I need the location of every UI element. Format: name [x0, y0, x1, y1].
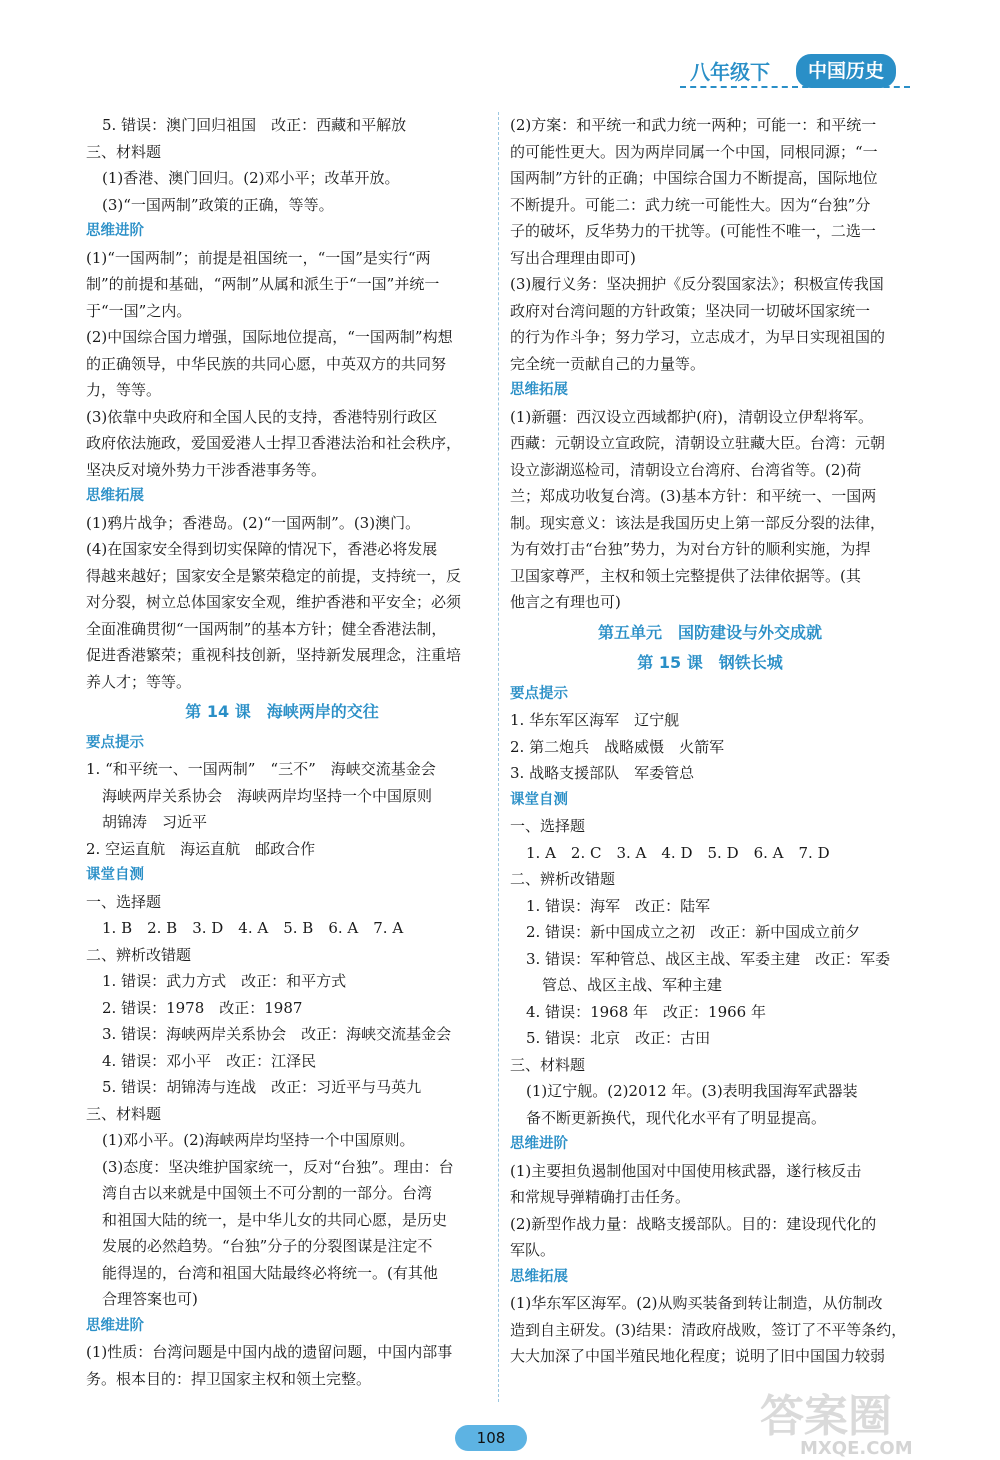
section-heading: 要点提示	[510, 685, 568, 702]
text-line: 1. 华东军区海军 辽宁舰	[510, 711, 680, 729]
page-header	[680, 52, 920, 92]
text-line: 西藏：元朝设立宣政院，清朝设立驻藏大臣。台湾：元朝	[510, 434, 886, 452]
header-dashed-line	[680, 86, 910, 88]
text-line: 大大加深了中国半殖民地化程度；说明了旧中国国力较弱	[510, 1347, 886, 1365]
text-line: 5. 错误：胡锦涛与连战 改正：习近平与马英九	[102, 1078, 422, 1096]
text-line: (2)方案：和平统一和武力统一两种；可能一：和平统一	[510, 116, 877, 134]
text-line: 的可能性更大。因为两岸同属一个中国，同根同源；“一	[510, 142, 878, 161]
text-line: 政府依法施政，爱国爱港人士捍卫香港法治和社会秩序，	[86, 434, 462, 452]
text-line: 1. 错误：海军 改正：陆军	[526, 896, 711, 915]
text-line: (2)中国综合国力增强，国际地位提高，“一国两制”构想	[86, 328, 453, 346]
text-line: 三、材料题	[510, 1055, 586, 1074]
text-line: 海峡两岸关系协会 海峡两岸均坚持一个中国原则	[102, 786, 433, 805]
lesson-title: 第 14 课 海峡两岸的交往	[185, 702, 379, 721]
text-line: 三、材料题	[86, 1104, 162, 1123]
text-line: (1)鸦片战争；香港岛。(2)“一国两制”。(3)澳门。	[86, 513, 421, 532]
text-line: (1)华东军区海军。(2)从购买装备到转让制造，从仿制改	[510, 1294, 883, 1312]
text-line: 于“一国”之内。	[86, 301, 192, 320]
text-line: 子的破坏，反华势力的干扰等。(可能性不唯一，二选一	[510, 222, 876, 240]
section-heading: 思维进阶	[86, 223, 144, 239]
text-line: 政府对台湾问题的方针政策；坚决同一切破坏国家统一	[510, 301, 871, 320]
text-line: (1)“一国两制”；前提是祖国统一，“一国”是实行“两	[86, 248, 431, 267]
text-line: 对分裂，树立总体国家安全观，维护香港和平安全；必须	[86, 593, 462, 611]
text-line: 国两制”方针的正确；中国综合国力不断提高，国际地位	[510, 169, 878, 187]
text-line: (1)香港、澳门回归。(2)邓小平；改革开放。	[102, 169, 400, 187]
text-line: 1. A 2. C 3. A 4. D 5. D 6. A 7. D	[526, 843, 830, 862]
text-line: 发展的必然趋势。“台独”分子的分裂图谋是注定不	[102, 1237, 433, 1255]
text-line: 4. 错误：1968 年 改正：1966 年	[526, 1002, 766, 1021]
column-divider	[498, 112, 499, 1402]
text-line: (1)辽宁舰。(2)2012 年。(3)表明我国海军武器装	[526, 1082, 858, 1100]
text-line: 的行为作斗争；努力学习，立志成才，为早日实现祖国的	[510, 328, 886, 346]
text-line: 促进香港繁荣；重视科技创新，坚持新发展理念，注重培	[86, 646, 462, 664]
text-line: (1)邓小平。(2)海峡两岸均坚持一个中国原则。	[102, 1131, 415, 1149]
text-line: 5. 错误：北京 改正：古田	[526, 1029, 711, 1047]
text-line: 3. 错误：军种管总、战区主战、军委主建 改正：军委	[526, 949, 891, 968]
text-line: (3)“一国两制”政策的正确，等等。	[102, 195, 334, 214]
text-line: 制”的前提和基础，“两制”从属和派生于“一国”并统一	[86, 275, 440, 293]
lesson-title: 第 15 课 钢铁长城	[637, 653, 783, 672]
text-line: 三、材料题	[86, 142, 162, 161]
text-line: 力，等等。	[86, 381, 162, 399]
text-line: (2)新型作战力量：战略支援部队。目的：建设现代化的	[510, 1214, 877, 1233]
text-line: 军队。	[510, 1241, 556, 1259]
text-line: 全面准确贯彻“一国两制”的基本方针；健全香港法制，	[86, 619, 447, 638]
text-line: 写出合理理由即可)	[510, 248, 636, 267]
text-line: 1. “和平统一、一国两制” “三不” 海峡交流基金会	[86, 760, 436, 778]
text-line: (1)新疆：西汉设立西域都护(府)，清朝设立伊犁将军。	[510, 407, 873, 426]
text-line: 的正确领导，中华民族的共同心愿，中英双方的共同努	[86, 354, 447, 373]
text-line: 2. 错误：1978 改正：1987	[102, 998, 303, 1017]
lesson-title: 第五单元 国防建设与外交成就	[597, 622, 822, 642]
text-line: 3. 战略支援部队 军委管总	[510, 764, 695, 782]
text-line: (3)态度：坚决维护国家统一，反对“台独”。理由：台	[102, 1157, 454, 1176]
text-line: (3)履行义务：坚决拥护《反分裂国家法》；积极宣传我国	[510, 275, 884, 293]
text-line: 湾自古以来就是中国领土不可分割的一部分。台湾	[102, 1184, 433, 1202]
text-line: 3. 错误：海峡两岸关系协会 改正：海峡交流基金会	[102, 1025, 452, 1043]
watermark-logo: 答案圈	[760, 1391, 892, 1442]
section-heading: 课堂自测	[86, 867, 144, 883]
grade-label: 八年级下	[690, 60, 770, 84]
text-line: 卫国家尊严，主权和领土完整提供了法律依据等。(其	[510, 566, 861, 585]
section-heading: 思维进阶	[86, 1317, 144, 1334]
text-line: 得越来越好；国家安全是繁荣稳定的前提，支持统一，反	[86, 566, 462, 585]
text-line: 2. 错误：新中国成立之初 改正：新中国成立前夕	[526, 923, 861, 941]
text-line: 1. B 2. B 3. D 4. A 5. B 6. A 7. A	[102, 919, 404, 937]
text-line: 他言之有理也可)	[510, 593, 621, 611]
left-column	[86, 112, 478, 1392]
watermark-url: MXQE.COM	[800, 1438, 913, 1459]
text-line: 坚决反对境外势力干涉香港事务等。	[86, 460, 327, 479]
page-number: 108	[455, 1425, 527, 1451]
text-line: 设立澎湖巡检司，清朝设立台湾府、台湾省等。(2)荷	[510, 460, 862, 479]
text-line: 能得逞的，台湾和祖国大陆最终必将统一。(有其他	[102, 1263, 438, 1282]
text-line: 2. 第二炮兵 战略威慑 火箭军	[510, 737, 725, 756]
right-column	[510, 112, 910, 1370]
text-line: 一、选择题	[510, 817, 586, 835]
text-line: 2. 空运直航 海运直航 邮政合作	[86, 839, 316, 858]
text-line: 4. 错误：邓小平 改正：江泽民	[102, 1051, 317, 1070]
text-line: 务。根本目的：捍卫国家主权和领土完整。	[86, 1369, 372, 1388]
text-line: 兰；郑成功收复台湾。(3)基本方针：和平统一、一国两	[510, 487, 877, 505]
section-heading: 思维进阶	[510, 1136, 568, 1152]
text-line: 合理答案也可)	[102, 1290, 198, 1308]
text-line: 为有效打击“台独”势力，为对台方针的顺利实施，为捍	[510, 540, 871, 558]
section-heading: 思维拓展	[510, 1268, 568, 1285]
section-heading: 思维拓展	[510, 382, 568, 398]
text-line: (4)在国家安全得到切实保障的情况下，香港必将发展	[86, 540, 438, 558]
section-heading: 课堂自测	[510, 791, 568, 808]
text-line: 备不断更新换代，现代化水平有了明显提高。	[526, 1108, 827, 1127]
text-line: 1. 错误：武力方式 改正：和平方式	[102, 972, 347, 990]
text-line: 养人才；等等。	[86, 672, 192, 691]
text-line: 5. 错误：澳门回归祖国 改正：西藏和平解放	[102, 116, 407, 134]
section-heading: 思维拓展	[86, 488, 144, 504]
text-line: 造到自主研发。(3)结果：清政府战败，签订了不平等条约，	[510, 1320, 907, 1339]
text-line: 和常规导弹精确打击任务。	[510, 1188, 691, 1206]
text-line: 制。现实意义：该法是我国历史上第一部反分裂的法律，	[510, 513, 886, 532]
text-line: 二、辨析改错题	[86, 945, 192, 964]
text-line: 胡锦涛 习近平	[102, 813, 208, 831]
text-line: 二、辨析改错题	[510, 870, 616, 888]
text-line: 和祖国大陆的统一，是中华儿女的共同心愿，是历史	[102, 1210, 448, 1229]
text-line: 完全统一贡献自己的力量等。	[510, 354, 706, 373]
text-line: (1)性质：台湾问题是中国内战的遗留问题，中国内部事	[86, 1343, 453, 1361]
text-line: 一、选择题	[86, 892, 162, 911]
text-line: (1)主要担负遏制他国对中国使用核武器，遂行核反击	[510, 1161, 862, 1180]
text-line: 管总、战区主战、军种主建	[542, 976, 723, 994]
text-line: 不断提升。可能二：武力统一可能性大。因为“台独”分	[510, 195, 871, 214]
text-line: (3)依靠中央政府和全国人民的支持，香港特别行政区	[86, 407, 438, 426]
section-heading: 要点提示	[86, 734, 144, 751]
subject-badge: 中国历史	[796, 54, 896, 88]
